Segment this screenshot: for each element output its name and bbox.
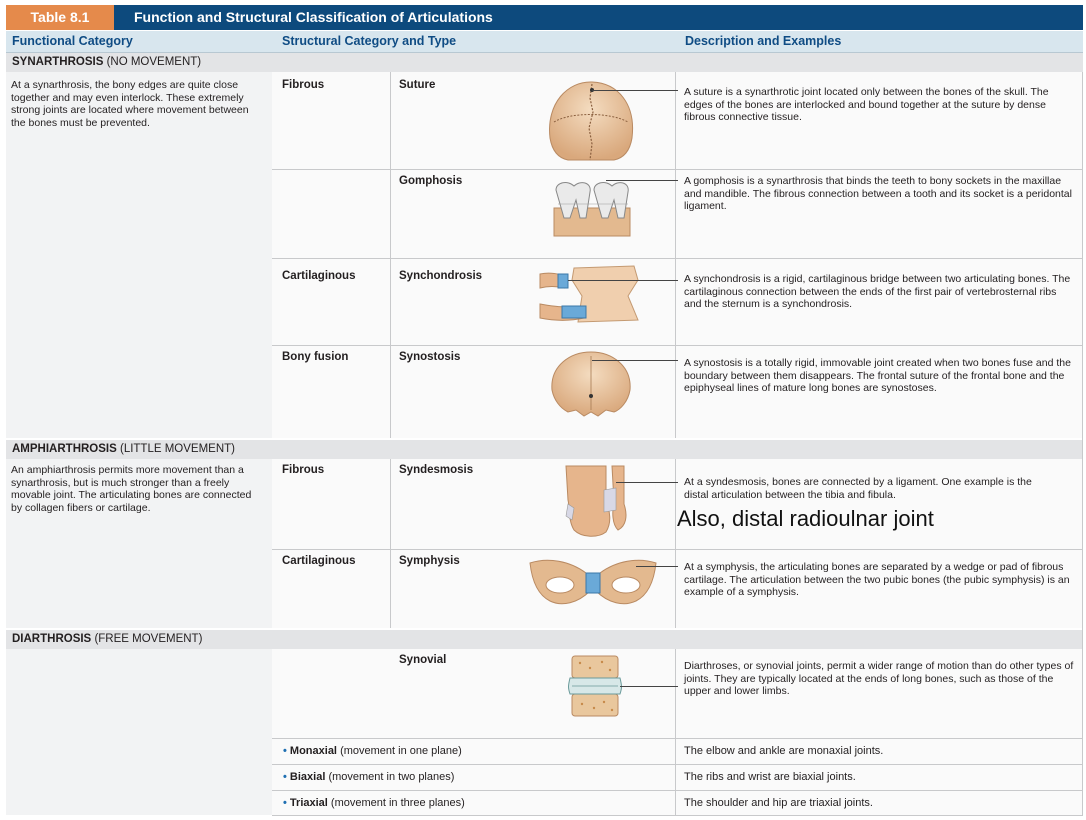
description-synchondrosis: A synchondrosis is a rigid, cartilaginous bridge between two articulating bones. The cartilaginous connection between the ends of the first pair of vertebrosternal ribs and the sternum is a synchondrosis.: [684, 273, 1071, 310]
bullet-icon: •: [283, 771, 287, 783]
description-synostosis: A synostosis is a totally rigid, immovable joint created when two bones fuse and the boundary between them disappears. The frontal suture of the frontal bone and the epiphyseal lines of mature long bones are synostoses.: [684, 357, 1071, 394]
section-header-synarthrosis: [6, 53, 1083, 72]
structure-cartilaginous-2: Cartilaginous: [282, 555, 356, 567]
structure-fibrous-1: Fibrous: [282, 79, 325, 91]
description-synovial: Diarthroses, or synovial joints, permit a wider range of motion than do other types of joints. They are typically located at the ends of long bones, such as those of the upper and lower limbs.: [684, 660, 1074, 697]
type-synostosis: Synostosis: [399, 351, 461, 363]
section-qualifier: (FREE MOVEMENT): [94, 633, 203, 645]
table-row-syndesmosis: [272, 459, 1083, 550]
annotation-overlay: Also, distal radioulnar joint: [677, 506, 934, 531]
leader-line: [636, 566, 678, 567]
table-title: Function and Structural Classification of Articulations: [134, 9, 493, 25]
functional-cell-diarthrosis: [6, 649, 273, 815]
pubic-symphysis-icon: [528, 555, 658, 611]
subtype-detail: (movement in one plane): [340, 745, 462, 757]
example-monaxial: The elbow and ankle are monaxial joints.: [684, 745, 884, 757]
column-header-description: Description and Examples: [685, 34, 842, 48]
subtype-detail: (movement in two planes): [328, 771, 455, 783]
leader-line: [592, 360, 678, 361]
type-syndesmosis: Syndesmosis: [399, 464, 474, 476]
leader-line: [568, 280, 678, 281]
subtype-detail: (movement in three planes): [330, 797, 465, 809]
description-suture: A suture is a synarthrotic joint located only between the bones of the skull. The edges of the bones are interlocked and bound together at the suture by dense fibrous connective tissue.: [684, 86, 1049, 123]
type-suture: Suture: [399, 79, 436, 91]
section-header-amphiarthrosis: [6, 440, 1083, 459]
rib-sternum-icon: [538, 262, 644, 326]
amphiarthrosis-summary: An amphiarthrosis permits more movement than a synarthrosis, but is much stronger than a freely movable joint. The articulating bones are connected by collagen fibers or cartilage.: [11, 464, 252, 514]
table-label: Table 8.1: [6, 5, 114, 30]
section-name: AMPHIARTHROSIS: [12, 443, 117, 455]
column-divider: [675, 459, 676, 628]
synarthrosis-summary: At a synarthrosis, the bony edges are quite close together and may even interlock. These extremely strong joints are located where movement between the bones must be prevented.: [11, 79, 249, 129]
synovial-joint-icon: [566, 654, 624, 718]
column-header-structural: Structural Category and Type: [282, 34, 457, 48]
leader-line: [616, 482, 678, 483]
subtype-triaxial: [283, 796, 465, 810]
section-qualifier: (NO MOVEMENT): [106, 56, 202, 68]
column-divider: [390, 72, 391, 438]
section-header-diarthrosis: [6, 630, 1083, 649]
structure-bony-fusion: Bony fusion: [282, 351, 349, 363]
example-triaxial: The shoulder and hip are triaxial joints.: [684, 797, 873, 809]
table-border-right: [1082, 72, 1083, 815]
description-symphysis: At a symphysis, the articulating bones are separated by a wedge or pad of fibrous cartilage. The articulation between the two pubic bones (the pubic symphysis) is an example of a symphysis.: [684, 561, 1070, 598]
subtype-name: Biaxial: [289, 771, 326, 783]
structure-cartilaginous-1: Cartilaginous: [282, 270, 356, 282]
subtype-name: Monaxial: [289, 745, 337, 757]
column-divider: [390, 459, 391, 628]
tibia-fibula-icon: [558, 464, 634, 540]
tooth-socket-icon: [550, 178, 632, 238]
type-synchondrosis: Synchondrosis: [399, 270, 483, 282]
type-synovial: Synovial: [399, 654, 447, 666]
description-syndesmosis: At a syndesmosis, bones are connected by a ligament. One example is the distal articulation between the tibia and fibula.: [684, 476, 1032, 501]
subtype-name: Triaxial: [289, 797, 328, 809]
leader-line: [606, 180, 678, 181]
column-header-functional: Functional Category: [12, 34, 133, 48]
leader-line: [620, 686, 678, 687]
section-name: SYNARTHROSIS: [12, 56, 104, 68]
subtype-biaxial: [283, 770, 454, 784]
type-gomphosis: Gomphosis: [399, 175, 463, 187]
example-biaxial: The ribs and wrist are biaxial joints.: [684, 771, 856, 783]
subtype-monaxial: [283, 744, 462, 758]
section-qualifier: (LITTLE MOVEMENT): [119, 443, 235, 455]
bullet-icon: •: [283, 745, 287, 757]
type-symphysis: Symphysis: [399, 555, 460, 567]
leader-line: [592, 90, 678, 91]
column-divider: [675, 649, 676, 815]
section-name: DIARTHROSIS: [12, 633, 92, 645]
column-divider: [675, 72, 676, 438]
bullet-icon: •: [283, 797, 287, 809]
structure-fibrous-2: Fibrous: [282, 464, 325, 476]
description-gomphosis: A gomphosis is a synarthrosis that binds the teeth to bony sockets in the maxillae and mandible. The fibrous connection between a tooth and its socket is a peridontal ligament.: [684, 175, 1072, 212]
column-header-row: [6, 31, 1083, 53]
